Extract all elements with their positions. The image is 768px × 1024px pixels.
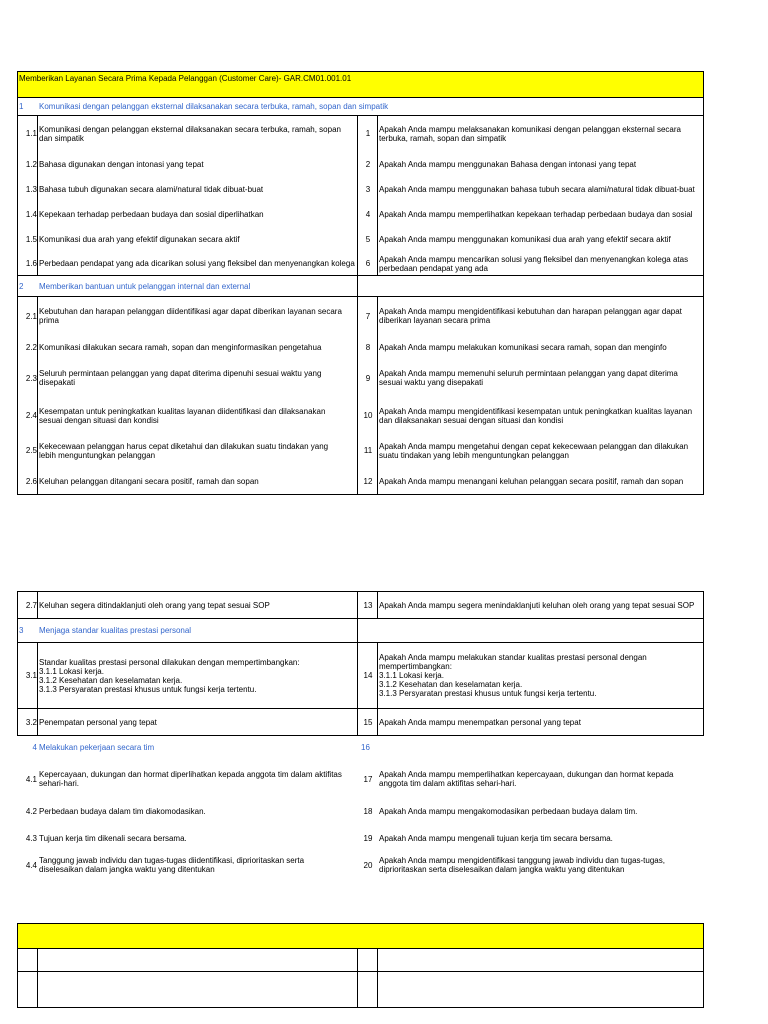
- question-number: 10: [363, 411, 373, 420]
- criteria-number: 4.4: [25, 860, 37, 870]
- criteria-text: Keluhan segera ditindaklanjuti oleh orang yang tepat sesuai SOP: [39, 600, 270, 610]
- criteria-number: 1.6: [25, 259, 37, 268]
- criteria-number: 2.1: [25, 311, 37, 321]
- question-text: Apakah Anda mampu melakukan komunikasi secara ramah, sopan dan menginfo: [379, 342, 667, 352]
- criteria-text: Tanggung jawab individu dan tugas-tugas diidentifikasi, diprioritaskan serta diselesaikan dalam jangka waktu yang ditentukan: [39, 856, 305, 874]
- question-text: Apakah Anda mampu menggunakan Bahasa dengan intonasi yang tepat: [379, 159, 637, 169]
- criteria-number: 3.1: [25, 671, 37, 680]
- question-number: 20: [363, 860, 373, 870]
- section-1-number: 1: [19, 102, 24, 111]
- section-3-number: 3: [19, 626, 24, 635]
- criteria-text: Kesempatan untuk peningkatkan kualitas layanan diidentifikasi dan dilaksanakan sesuai dengan situasi dan kondisi: [39, 406, 326, 425]
- question-text: Apakah Anda mampu segera menindaklanjuti keluhan oleh orang yang tepat sesuai SOP: [379, 600, 695, 610]
- question-text: Apakah Anda mampu mengakomodasikan perbedaan budaya dalam tim.: [379, 806, 638, 816]
- section-4-title: Melakukan pekerjaan secara tim: [39, 742, 155, 752]
- question-number: 11: [363, 446, 373, 455]
- criteria-number: 2.2: [25, 342, 37, 352]
- section-1-title: Komunikasi dengan pelanggan eksternal dilaksanakan secara terbuka, ramah, sopan dan simpatik: [39, 102, 389, 111]
- criteria-text: Kebutuhan dan harapan pelanggan diidentifikasi agar dapat diberikan layanan secara prima: [39, 307, 342, 325]
- question-text: Apakah Anda mampu menempatkan personal yang tepat: [379, 717, 581, 727]
- question-text: Apakah Anda mampu menggunakan bahasa tubuh secara alami/natural tidak dibuat-buat: [379, 184, 695, 194]
- criteria-text: Bahasa tubuh digunakan secara alami/natural tidak dibuat-buat: [39, 184, 264, 194]
- criteria-text: Komunikasi dengan pelanggan eksternal dilaksanakan secara terbuka, ramah, sopan dan simpatik: [39, 124, 341, 143]
- question-number: 17: [363, 774, 373, 784]
- question-number: 18: [363, 806, 373, 816]
- criteria-text: Seluruh permintaan pelanggan yang dapat diterima dipenuhi sesuai waktu yang disepakati: [39, 369, 322, 387]
- question-number: 19: [363, 833, 373, 843]
- question-number: 2: [365, 159, 371, 169]
- question-text: Apakah Anda mampu memperlihatkan kepercayaan, dukungan dan hormat kepada anggota tim dalam aktifitas sehari-hari.: [379, 770, 674, 788]
- question-number: 12: [363, 476, 373, 486]
- criteria-number: 2.3: [25, 373, 37, 383]
- criteria-number: 4.1: [25, 774, 37, 784]
- question-text: Apakah Anda mampu mengidentifikasi kesempatan untuk peningkatkan kualitas layanan dan dilaksanakan sesuai dengan situasi dan kondisi: [379, 406, 693, 425]
- criteria-number: 1.2: [25, 159, 37, 169]
- section-3-title: Menjaga standar kualitas prestasi personal: [39, 626, 192, 635]
- question-number: 14: [363, 671, 373, 680]
- question-text: Apakah Anda mampu memperlihatkan kepekaan terhadap perbedaan budaya dan sosial: [379, 209, 693, 219]
- question-number: 15: [363, 717, 373, 727]
- section-4-number: 4: [32, 742, 37, 752]
- criteria-text: Tujuan kerja tim dikenali secara bersama.: [39, 833, 187, 843]
- question-text: Apakah Anda mampu menangani keluhan pelanggan secara positif, ramah dan sopan: [379, 476, 684, 486]
- section-2-number: 2: [19, 281, 24, 291]
- question-number: 4: [365, 209, 371, 219]
- criteria-number: 2.7: [25, 600, 37, 610]
- question-text: Apakah Anda mampu mengetahui dengan cepat kekecewaan pelanggan dan dilakukan suatu tindakan yang lebih menguntungkan pelanggan: [379, 441, 689, 460]
- question-number: 1: [365, 129, 371, 138]
- criteria-text: Penempatan personal yang tepat: [39, 717, 157, 727]
- question-number: 6: [365, 259, 371, 268]
- question-text: Apakah Anda mampu mengidentifikasi tanggung jawab individu dan tugas-tugas, diprioritaskan serta diselesaikan dalam jangka waktu yang ditentukan: [379, 856, 665, 874]
- criteria-text: Perbedaan budaya dalam tim diakomodasikan.: [39, 806, 206, 816]
- question-text: Apakah Anda mampu menggunakan komunikasi dua arah yang efektif secara aktif: [379, 234, 671, 244]
- question-number: 13: [363, 600, 373, 610]
- criteria-number: 1.5: [25, 234, 37, 244]
- header-title: Memberikan Layanan Secara Prima Kepada Pelanggan (Customer Care)- GAR.CM01.001.01: [19, 74, 352, 83]
- criteria-text: Perbedaan pendapat yang ada dicarikan solusi yang fleksibel dan menyenangkan kolega: [39, 259, 355, 268]
- criteria-text: Kekecewaan pelanggan harus cepat diketahui dan dilakukan suatu tindakan yang lebih menguntungkan pelanggan: [39, 441, 329, 460]
- section-4-question-number: 16: [361, 742, 370, 752]
- question-text: Apakah Anda mampu mengenali tujuan kerja tim secara bersama.: [379, 833, 613, 843]
- criteria-number: 1.3: [25, 184, 37, 194]
- question-number: 3: [365, 184, 371, 194]
- question-text: Apakah Anda mampu mengidentifikasi kebutuhan dan harapan pelanggan agar dapat diberikan layanan secara prima: [379, 307, 682, 325]
- criteria-text: Standar kualitas prestasi personal dilakukan dengan mempertimbangkan: 3.1.1 Lokasi kerja. 3.1.2 Kesehatan dan keselamatan kerja. 3.1.3 Persyaratan prestasi khusus untuk fungsi kerja tertentu.: [39, 657, 300, 694]
- criteria-number: 2.6: [25, 476, 37, 486]
- criteria-text: Komunikasi dua arah yang efektif digunakan secara aktif: [39, 234, 240, 244]
- criteria-text: Keluhan pelanggan ditangani secara positif, ramah dan sopan: [39, 476, 259, 486]
- criteria-text: Kepercayaan, dukungan dan hormat diperlihatkan kepada anggota tim dalam aktifitas sehari-hari.: [39, 770, 342, 788]
- question-text: Apakah Anda mampu mencarikan solusi yang fleksibel dan menyenangkan kolega atas perbedaan pendapat yang ada: [379, 254, 689, 273]
- question-number: 9: [365, 373, 371, 383]
- criteria-text: Bahasa digunakan dengan intonasi yang tepat: [39, 159, 204, 169]
- criteria-number: 1.4: [25, 209, 37, 219]
- criteria-text: Kepekaan terhadap perbedaan budaya dan sosial diperlihatkan: [39, 209, 264, 219]
- question-text: Apakah Anda mampu memenuhi seluruh permintaan pelanggan yang dapat diterima sesuai waktu yang disepakati: [379, 369, 678, 387]
- criteria-number: 3.2: [25, 717, 37, 727]
- criteria-number: 1.1: [25, 129, 37, 138]
- criteria-number: 2.5: [25, 446, 37, 455]
- bottom-header-bar: [17, 924, 703, 948]
- question-number: 8: [365, 342, 371, 352]
- question-text: Apakah Anda mampu melakukan standar kualitas prestasi personal dengan mempertimbangkan: 3.1.1 Lokasi kerja. 3.1.2 Kesehatan dan keselamatan kerja. 3.1.3 Persyaratan prestasi khusus untuk fungsi kerja tertentu.: [379, 653, 647, 698]
- criteria-text: Komunikasi dilakukan secara ramah, sopan dan menginformasikan pengetahua: [39, 342, 322, 352]
- section-2-title: Memberikan bantuan untuk pelanggan internal dan external: [39, 281, 251, 291]
- criteria-number: 4.2: [25, 806, 37, 816]
- question-number: 7: [365, 311, 371, 321]
- criteria-number: 4.3: [25, 833, 37, 843]
- question-number: 5: [365, 234, 371, 244]
- criteria-number: 2.4: [25, 411, 37, 420]
- question-text: Apakah Anda mampu melaksanakan komunikasi dengan pelanggan eksternal secara terbuka, ramah, sopan dan simpatik: [379, 124, 681, 143]
